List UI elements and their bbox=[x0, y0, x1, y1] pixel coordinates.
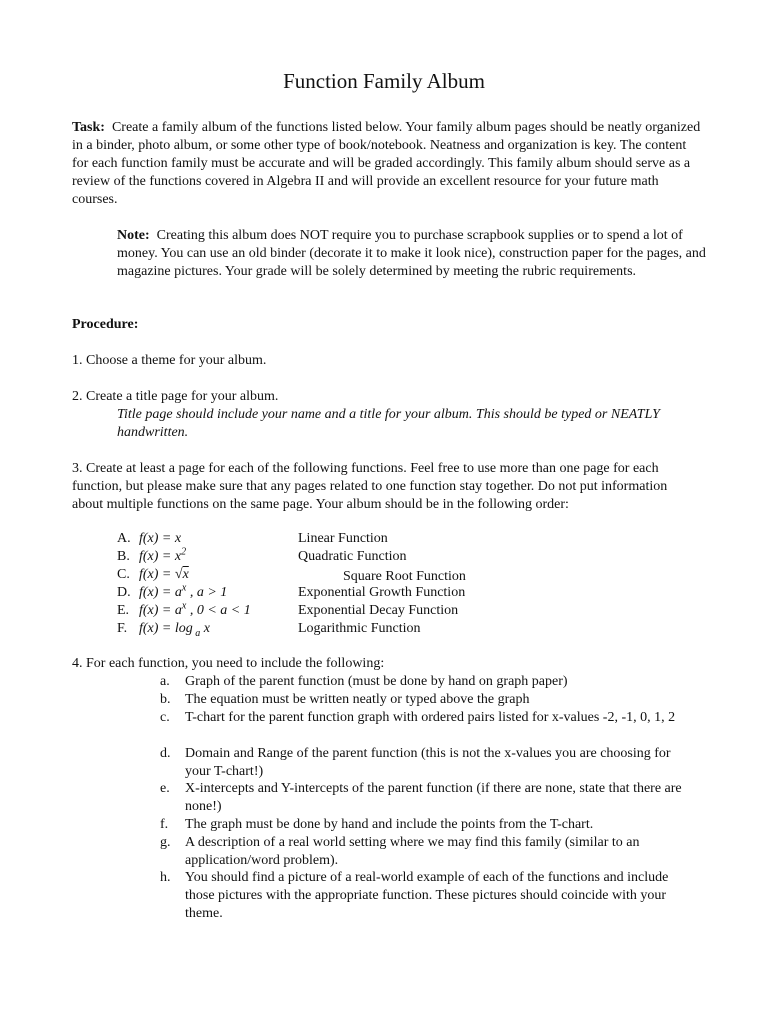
square-root-icon: √x bbox=[174, 567, 189, 582]
requirement-letter: g. bbox=[160, 835, 171, 850]
requirement-text: The equation must be written neatly or typed above the graph bbox=[185, 692, 530, 707]
function-name: Exponential Decay Function bbox=[298, 603, 459, 618]
function-item bbox=[117, 584, 537, 602]
requirement-text: You should find a picture of a real-world example of each of the functions and include those pictures with the appropriate function. These pictures should coincide with your theme. bbox=[185, 870, 669, 921]
function-letter: F. bbox=[117, 621, 128, 636]
function-letter: B. bbox=[117, 549, 130, 564]
requirement-text: A description of a real world setting where we may find this family (similar to an application/word problem). bbox=[185, 835, 640, 868]
function-letter: A. bbox=[117, 531, 131, 546]
requirement-text: T-chart for the parent function graph with ordered pairs listed for x-values -2, -1, 0, 1, 2 bbox=[185, 710, 676, 725]
function-equation: $f(x) = a^x$ , 0 < a < 1 bbox=[139, 600, 251, 618]
note-text: Creating this album does NOT require you to purchase scrapbook supplies or to spend a lot of money. You can use an old binder (decorate it to make it look nice), construction paper for the pages, and magazine pictures. Your grade will be solely determined by meeting the rubric requirements. bbox=[117, 228, 706, 279]
function-equation: $f(x) = a^x$ , a > 1 bbox=[139, 582, 228, 600]
note-paragraph bbox=[117, 227, 707, 281]
requirement-text: Graph of the parent function (must be done by hand on graph paper) bbox=[185, 674, 568, 689]
step-4: 4. For each function, you need to include the following: bbox=[72, 656, 385, 671]
requirement-letter: f. bbox=[160, 817, 169, 832]
step-1: 1. Choose a theme for your album. bbox=[72, 353, 267, 368]
step-2-detail: Title page should include your name and a title for your album. This should be typed or NEATLY handwritten. bbox=[117, 407, 660, 440]
procedure-heading: Procedure: bbox=[72, 317, 139, 332]
requirement-text: X-intercepts and Y-intercepts of the parent function (if there are none, state that there are none!) bbox=[185, 781, 682, 814]
step-2: 2. Create a title page for your album. bbox=[72, 389, 279, 404]
requirement-letter: a. bbox=[160, 674, 170, 689]
requirement-letter: d. bbox=[160, 746, 171, 761]
function-item bbox=[117, 602, 537, 620]
task-text: Create a family album of the functions listed below. Your family album pages should be neatly organized in a binder, photo album, or some other type of book/notebook. Neatness and organization is key. The content for each function family must be accurate and will be graded accordingly. This family album should serve as a review of the functions covered in Algebra II and will provide an excellent resource for your future math courses. bbox=[72, 120, 701, 207]
requirement-letter: e. bbox=[160, 781, 170, 796]
function-name: Linear Function bbox=[298, 531, 388, 546]
function-equation: f(x) = log $_a$ x bbox=[139, 621, 210, 639]
function-equation: f(x) = x bbox=[139, 531, 182, 546]
function-name: Exponential Growth Function bbox=[298, 585, 466, 600]
function-item bbox=[117, 530, 537, 548]
step-3: 3. Create at least a page for each of the following functions. Feel free to use more than one page for each function, but please make sure that any pages related to one function stay together. Do not put information about multiple functions on the same page. Your album should be in the following order: bbox=[72, 461, 668, 512]
requirement-letter: b. bbox=[160, 692, 171, 707]
requirement-letter: c. bbox=[160, 710, 170, 725]
task-label: Task: bbox=[72, 120, 105, 135]
function-item bbox=[117, 548, 537, 566]
function-item bbox=[117, 620, 537, 638]
requirement-text: Domain and Range of the parent function (this is not the x-values you are choosing for your T-chart!) bbox=[185, 746, 671, 779]
page-title: Function Family Album bbox=[283, 69, 485, 93]
function-letter: D. bbox=[117, 585, 131, 600]
note-label: Note: bbox=[117, 228, 150, 243]
function-letter: C. bbox=[117, 567, 130, 582]
function-name: Square Root Function bbox=[343, 569, 466, 584]
function-item bbox=[117, 566, 537, 584]
task-paragraph bbox=[72, 119, 702, 209]
requirement-text: The graph must be done by hand and include the points from the T-chart. bbox=[185, 817, 594, 832]
function-equation: f(x) = √x bbox=[139, 567, 189, 582]
function-name: Logarithmic Function bbox=[298, 621, 421, 636]
function-name: Quadratic Function bbox=[298, 549, 407, 564]
function-letter: E. bbox=[117, 603, 130, 618]
requirement-letter: h. bbox=[160, 870, 171, 885]
function-equation: $f(x) = x^2$ bbox=[139, 546, 187, 564]
